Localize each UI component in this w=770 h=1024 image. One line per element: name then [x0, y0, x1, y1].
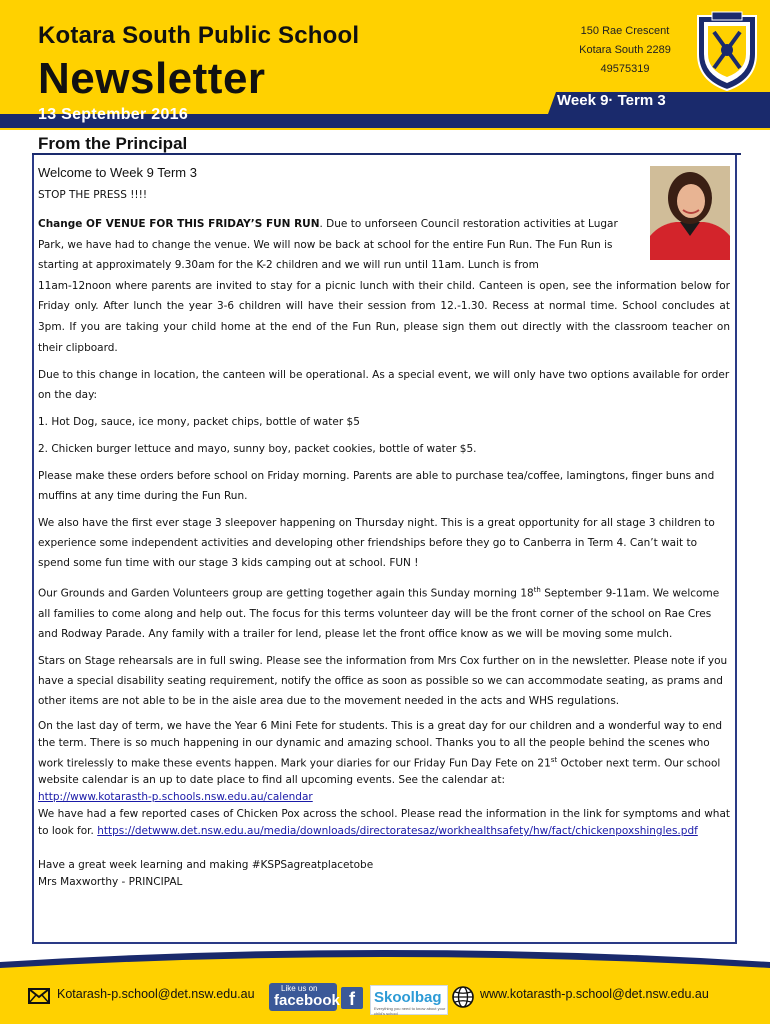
venue-change-text: . Due to unforseen Council restoration activities at Lugar Park, we have had to change the venue. We will now be back at school for the entire Fun Run. The Fun Run is starting at approximately 9.30am for the K-2 children and we will run until 11am. Lunch is from: [38, 218, 618, 272]
garden-text-a: Our Grounds and Garden Volunteers group are getting together again this Sunday morning 18: [38, 587, 534, 600]
chicken-pox-link[interactable]: https://detwww.det.nsw.edu.au/media/downloads/directoratesaz/workhealthsafety/hw/fact/chickenpoxshingles.pdf: [97, 825, 698, 838]
skoolbag-tagline: Everything you need to know about your child's school: [374, 1006, 446, 1016]
section-heading: From the Principal: [38, 134, 188, 153]
venue-change-paragraph: [38, 214, 643, 276]
garden-date-suffix: th: [533, 586, 541, 595]
fun-run-schedule-paragraph: 11am-12noon where parents are invited to stay for a picnic lunch with their child. Canteen is open, see the information below for Friday only. After lunch the year 3-6 children will have their session from 12.-1.30. Recess at normal time. School concludes at 3pm. If you are taking your child home at the end of the Fun Run, please sign them out directly with the classroom teacher on their clipboard.: [38, 279, 730, 354]
mini-fete-paragraph: [38, 718, 730, 807]
calendar-link[interactable]: http://www.kotarasth-p.schools.nsw.edu.au/calendar: [38, 791, 313, 804]
chicken-pox-paragraph: [38, 806, 730, 840]
principal-message: [38, 188, 730, 891]
school-crest-icon: [694, 10, 760, 92]
fete-date-suffix: st: [550, 755, 558, 764]
stop-press-line: STOP THE PRESS !!!!: [38, 189, 148, 201]
fete-text-a: On the last day of term, we have the Year 6 Mini Fete for students. This is a great day for our children and a wonderful way to end the term. There is so much happening in our dynamic and amazing school. Thanks you to all the people behind the scenes who work tirelessly to make these events happen. Mark your diaries for our Friday Fun Day Fete on 21: [38, 719, 723, 770]
school-address: [560, 22, 690, 79]
newsletter-title: Newsletter: [38, 54, 266, 103]
facebook-wordmark: facebook: [274, 992, 340, 1009]
welcome-line: Welcome to Week 9 Term 3: [38, 165, 197, 180]
orders-paragraph: Please make these orders before school on Friday morning. Parents are able to purchase tea/coffee, lamingtons, finger buns and muffins at any time during the Fun Run.: [38, 470, 715, 503]
facebook-like-badge[interactable]: [269, 983, 340, 1011]
skoolbag-icon: Skoolbag: [374, 989, 442, 1006]
canteen-paragraph: Due to this change in location, the canteen will be operational. As a special event, we will only have two options available for order on the day:: [38, 369, 730, 402]
footer-email[interactable]: Kotarash-p.school@det.nsw.edu.au: [57, 987, 255, 1001]
venue-change-heading: Change OF VENUE FOR THIS FRIDAY’S FUN RUN: [38, 218, 320, 230]
school-phone: 49575319: [600, 63, 650, 75]
facebook-icon[interactable]: f: [341, 987, 363, 1009]
canteen-option-2: 2. Chicken burger lettuce and mayo, sunny boy, packet cookies, bottle of water $5.: [38, 443, 477, 456]
stars-on-stage-paragraph: Stars on Stage rehearsals are in full swing. Please see the information from Mrs Cox further on in the newsletter. Please note if you have a special disability seating requirement, notify the office as soon as possible so we can accommodate seating, as prams and other items are not able to be in the aisle area due to the movement needed in the acts and WHS regulations.: [38, 654, 728, 707]
newsletter-date: 13 September 2016: [38, 106, 189, 123]
envelope-icon[interactable]: [28, 988, 50, 1004]
school-name: Kotara South Public School: [38, 22, 360, 49]
facebook-like-text: Like us on: [281, 984, 318, 993]
signoff-line: Have a great week learning and making #KSPSagreatplacetobe: [38, 859, 374, 872]
footer-website[interactable]: www.kotarasth-p.school@det.nsw.edu.au: [480, 987, 709, 1001]
garden-paragraph: [38, 580, 730, 644]
principal-signature: Mrs Maxworthy - PRINCIPAL: [38, 876, 183, 889]
address-line-street: 150 Rae Crescent: [580, 25, 670, 37]
globe-icon[interactable]: [452, 986, 474, 1008]
term-week-label: Week 9· Term 3: [557, 92, 666, 109]
address-line-suburb: Kotara South 2289: [579, 44, 671, 56]
garden-text-b: September 9-11am. We welcome all families to come along and help out. The focus for this terms volunteer day will be the front corner of the school on Rae Cres and Rodway Parade. Any family with a trailer for lend, please let the front office know as we will be moving some mulch.: [38, 587, 720, 640]
skoolbag-badge[interactable]: [370, 985, 448, 1015]
canteen-option-1: 1. Hot Dog, sauce, ice mony, packet chips, bottle of water $5: [38, 416, 360, 429]
fete-text-b: October next term. Our school website calendar is an up to date place to find all upcoming events. See the calendar at:: [38, 757, 721, 787]
chicken-pox-text: We have had a few reported cases of Chicken Pox across the school. Please read the information in the link for symptoms and what to look for.: [38, 808, 731, 838]
sleepover-paragraph: We also have the first ever stage 3 sleepover happening on Thursday night. This is a great opportunity for all stage 3 children to experience some independent activities and developing other friendships before they go to Canberra in Term 4. Can’t wait to spend some fun time with our stage 3 kids camping out at school. FUN !: [38, 517, 715, 570]
